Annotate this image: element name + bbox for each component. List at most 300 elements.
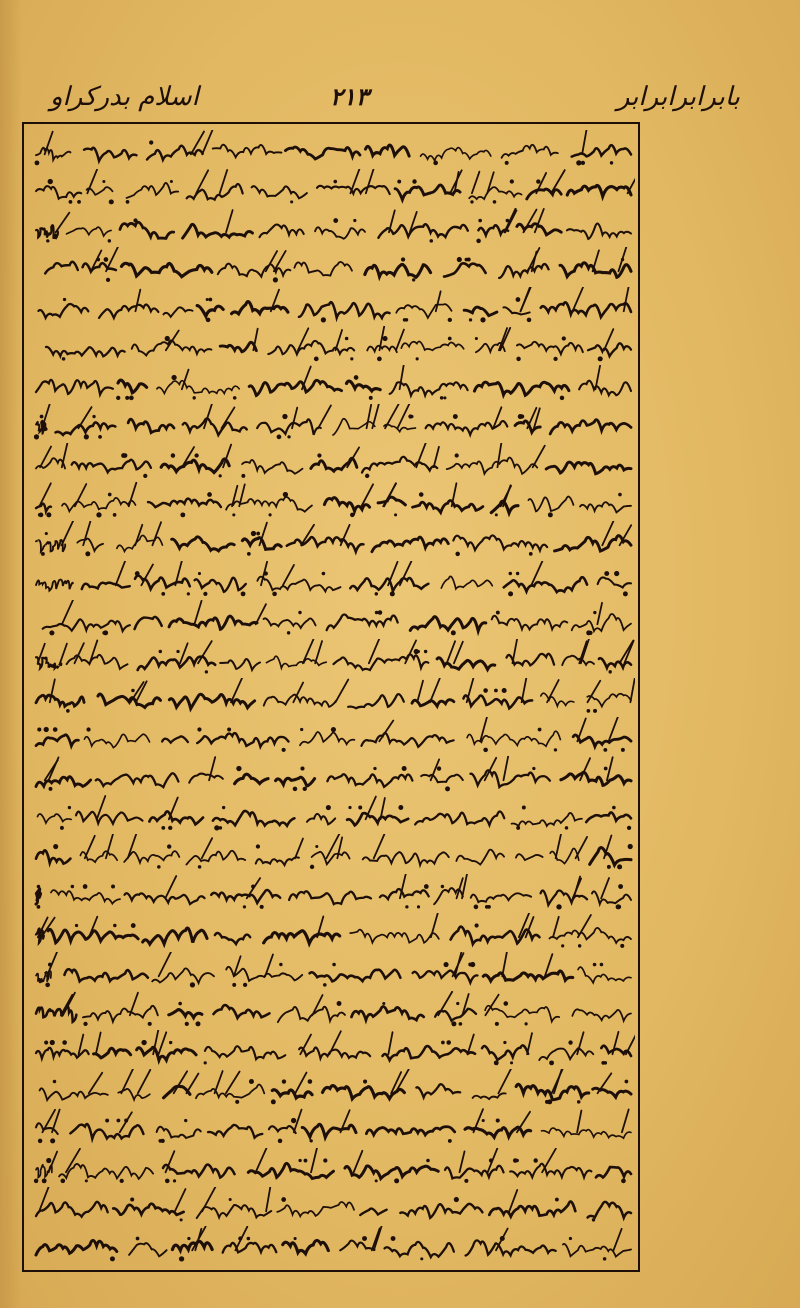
- ink-dot: [170, 180, 173, 183]
- ink-word-stroke: [248, 1163, 333, 1178]
- ink-word-stroke: [277, 1202, 354, 1216]
- ink-dot: [287, 435, 290, 438]
- ink-word-stroke: [213, 145, 282, 158]
- ink-dot: [485, 905, 489, 909]
- ink-dot: [617, 865, 622, 870]
- ink-dot: [354, 375, 359, 380]
- ink-dot: [480, 317, 485, 322]
- ink-dot: [176, 650, 179, 653]
- ink-word-stroke: [588, 1202, 631, 1218]
- ink-dot: [474, 923, 478, 927]
- ink-dot: [206, 298, 209, 301]
- ink-word-stroke: [36, 540, 65, 552]
- ink-dot: [203, 591, 207, 595]
- ink-dot: [455, 552, 459, 556]
- manuscript-line-ink: [30, 874, 635, 913]
- ink-ascender: [165, 876, 176, 898]
- ink-word-stroke: [36, 380, 113, 395]
- ink-word-stroke: [573, 735, 631, 746]
- ink-ascender: [49, 758, 59, 781]
- ink-dot: [45, 982, 50, 987]
- ink-dot: [397, 180, 401, 184]
- ink-word-stroke: [163, 1164, 234, 1177]
- ink-word-stroke: [310, 970, 401, 982]
- ink-word-stroke: [350, 929, 439, 942]
- ink-dot: [260, 904, 264, 908]
- ink-ascender: [553, 917, 559, 937]
- ink-dot: [105, 1119, 109, 1123]
- ink-word-stroke: [186, 851, 245, 865]
- ink-dot: [108, 239, 111, 242]
- ink-ascender: [597, 602, 602, 623]
- ink-dot: [556, 904, 561, 909]
- ink-word-stroke: [578, 967, 631, 983]
- ink-dot: [601, 1061, 605, 1065]
- ink-dot: [496, 1119, 500, 1123]
- ink-dot: [60, 826, 64, 830]
- ink-word-stroke: [36, 1202, 108, 1217]
- ink-dot: [109, 199, 114, 204]
- ink-dot: [197, 727, 201, 731]
- ink-dot: [403, 318, 406, 321]
- ink-word-stroke: [264, 695, 336, 707]
- ink-dot: [48, 962, 52, 966]
- manuscript-line-ink: [30, 1187, 635, 1226]
- ink-word-stroke: [294, 262, 352, 276]
- ink-word-stroke: [256, 858, 299, 866]
- ink-dot: [363, 1080, 367, 1084]
- ink-word-stroke: [94, 1048, 131, 1058]
- ink-ascender: [335, 679, 348, 702]
- ink-dot: [42, 1178, 47, 1183]
- ink-ascender: [295, 839, 303, 859]
- ink-dot: [562, 336, 566, 340]
- manuscript-line-ink: [30, 913, 635, 952]
- ink-word-stroke: [572, 614, 631, 631]
- ink-dot: [625, 1080, 629, 1084]
- ink-ascender: [116, 561, 126, 585]
- manuscript-line: [30, 365, 635, 404]
- ink-word-stroke: [382, 1046, 475, 1060]
- ink-dot: [489, 1158, 493, 1162]
- ink-word-stroke: [485, 1006, 559, 1022]
- ink-dot: [298, 610, 301, 613]
- ink-dot: [516, 297, 521, 302]
- ink-dot: [159, 650, 162, 653]
- ink-word-stroke: [340, 1240, 374, 1250]
- ink-ascender: [226, 210, 233, 232]
- ink-ascender: [582, 130, 587, 154]
- ink-word-stroke: [36, 1006, 76, 1022]
- ink-word-stroke: [478, 226, 508, 236]
- ink-word-stroke: [36, 186, 81, 199]
- manuscript-line-ink: [30, 169, 635, 208]
- ink-dot: [251, 531, 256, 536]
- ink-ascender: [467, 678, 474, 702]
- manuscript-line-ink: [30, 991, 635, 1030]
- ink-dot: [441, 884, 444, 887]
- manuscript-line-ink: [30, 208, 635, 247]
- ink-word-stroke: [396, 304, 451, 318]
- ink-dot: [222, 806, 225, 809]
- ink-dot: [84, 434, 89, 439]
- ink-ascender: [609, 717, 619, 741]
- ink-dot: [143, 474, 147, 478]
- ink-dot: [269, 514, 272, 517]
- ink-dot: [483, 688, 488, 693]
- ink-dot: [77, 200, 81, 204]
- ink-dot: [603, 1257, 606, 1260]
- ink-dot: [45, 532, 48, 535]
- ink-word-stroke: [372, 538, 448, 553]
- ink-dot: [209, 297, 213, 301]
- manuscript-line-ink: [30, 404, 635, 443]
- ink-dot: [233, 396, 237, 400]
- ink-dot: [131, 689, 134, 692]
- ink-word-stroke: [567, 224, 631, 239]
- ink-dot: [475, 337, 478, 340]
- ink-word-stroke: [84, 148, 136, 161]
- header-right-text: بابرابرابرابر: [616, 82, 740, 112]
- ink-word-stroke: [205, 1046, 285, 1059]
- ink-ascender: [577, 1111, 581, 1133]
- ink-dot: [247, 552, 251, 556]
- ink-word-stroke: [517, 224, 561, 235]
- ink-dot: [623, 591, 628, 596]
- ink-dot: [169, 1041, 172, 1044]
- ink-word-stroke: [121, 264, 211, 277]
- ink-ascender: [39, 484, 50, 507]
- ink-dot: [322, 571, 326, 575]
- ink-dot: [281, 1197, 286, 1202]
- ink-dot: [102, 631, 106, 635]
- header-left-text: اسلام بدرکراو: [50, 82, 199, 112]
- ink-dot: [131, 923, 136, 928]
- ink-word-stroke: [43, 619, 130, 631]
- ink-dot: [106, 278, 110, 282]
- manuscript-line: [30, 482, 635, 521]
- ink-dot: [565, 826, 569, 830]
- manuscript-line-ink: [30, 1148, 635, 1187]
- ink-dot: [593, 610, 596, 613]
- ink-word-stroke: [77, 539, 103, 551]
- ink-dot: [291, 1118, 296, 1123]
- ink-dot: [618, 884, 623, 889]
- ink-dot: [453, 414, 458, 419]
- ink-dot: [627, 826, 631, 830]
- ink-ascender: [315, 641, 322, 663]
- ink-word-stroke: [283, 1240, 329, 1253]
- ink-dot: [282, 748, 286, 752]
- ink-word-stroke: [98, 694, 160, 707]
- ink-word-stroke: [421, 775, 463, 783]
- manuscript-line-ink: [30, 678, 635, 717]
- ink-dot: [443, 962, 448, 967]
- ink-word-stroke: [527, 189, 561, 199]
- ink-word-stroke: [378, 224, 467, 238]
- ink-ascender: [613, 1229, 621, 1250]
- ink-dot: [581, 161, 585, 165]
- ink-dot: [243, 905, 246, 908]
- ink-dot: [294, 1237, 297, 1240]
- ink-dot: [148, 1022, 152, 1026]
- ink-word-stroke: [51, 890, 120, 903]
- ink-dot: [34, 1178, 38, 1182]
- ink-dot: [161, 826, 165, 830]
- ink-ascender: [298, 328, 308, 350]
- ink-dot: [85, 1179, 88, 1182]
- ink-ascender: [573, 287, 583, 311]
- manuscript-line-ink: [30, 1030, 635, 1069]
- ink-dot: [467, 258, 471, 262]
- ink-dot: [502, 688, 507, 693]
- ink-ascender: [292, 408, 297, 429]
- ink-dot: [179, 1256, 184, 1261]
- ink-word-stroke: [45, 262, 78, 274]
- ink-word-stroke: [365, 145, 409, 156]
- ink-word-stroke: [528, 497, 573, 512]
- ink-dot: [113, 924, 116, 927]
- ink-ascender: [527, 1033, 532, 1054]
- ink-word-stroke: [226, 967, 302, 981]
- ink-word-stroke: [197, 733, 288, 747]
- ink-dot: [496, 610, 500, 614]
- ink-dot: [44, 1041, 48, 1045]
- ink-word-stroke: [272, 1090, 312, 1098]
- ink-word-stroke: [169, 1010, 202, 1018]
- ink-word-stroke: [482, 1046, 528, 1060]
- ink-dot: [38, 1139, 42, 1143]
- ink-dot: [621, 1178, 626, 1183]
- ink-word-stroke: [59, 1164, 153, 1179]
- ink-dot: [273, 278, 278, 283]
- ink-word-stroke: [148, 499, 221, 508]
- ink-dot: [618, 493, 622, 497]
- ink-word-stroke: [169, 616, 257, 629]
- ink-word-stroke: [549, 928, 631, 943]
- ink-ascender: [498, 1069, 511, 1093]
- manuscript-line: [30, 756, 635, 795]
- ink-dot: [121, 453, 126, 458]
- manuscript-line: [30, 169, 635, 208]
- ink-dot: [165, 1178, 170, 1183]
- ink-dot: [63, 297, 66, 300]
- ink-word-stroke: [118, 380, 147, 393]
- manuscript-line: [30, 717, 635, 756]
- ink-dot: [350, 513, 354, 517]
- ink-dot: [165, 336, 170, 341]
- manuscript-line: [30, 678, 635, 717]
- ink-dot: [315, 845, 318, 848]
- ink-word-stroke: [421, 148, 491, 161]
- manuscript-line-ink: [30, 756, 635, 795]
- ink-ascender: [547, 680, 559, 702]
- ink-ascender: [78, 407, 91, 428]
- ink-word-stroke: [516, 855, 543, 861]
- ink-dot: [621, 258, 624, 261]
- ink-dot: [98, 435, 102, 439]
- ink-dot: [600, 963, 604, 967]
- ink-word-stroke: [37, 814, 71, 823]
- ink-dot: [282, 1080, 286, 1084]
- ink-dot: [158, 1139, 162, 1143]
- ink-word-stroke: [48, 929, 138, 942]
- ink-word-stroke: [124, 852, 179, 864]
- ink-word-stroke: [473, 1094, 506, 1100]
- ink-word-stroke: [83, 1006, 158, 1022]
- ink-word-stroke: [163, 307, 192, 316]
- ink-dot: [167, 845, 171, 849]
- ink-ascender: [135, 289, 140, 311]
- ink-word-stroke: [183, 225, 253, 239]
- ink-dot: [505, 161, 509, 165]
- ink-word-stroke: [474, 382, 568, 395]
- ink-dot: [391, 1236, 396, 1241]
- ink-dot: [304, 1158, 308, 1162]
- ink-word-stroke: [76, 812, 142, 824]
- ink-word-stroke: [129, 1243, 167, 1256]
- ink-word-stroke: [242, 460, 302, 474]
- ink-word-stroke: [351, 1007, 423, 1021]
- ink-dot: [46, 513, 51, 518]
- ink-word-stroke: [412, 501, 482, 513]
- ink-ascender: [593, 251, 599, 272]
- ink-ascender: [295, 1073, 306, 1094]
- ink-ascender: [502, 952, 507, 976]
- ink-dot: [293, 787, 298, 792]
- ink-word-stroke: [157, 380, 239, 393]
- ink-ascender: [96, 1033, 101, 1055]
- ink-word-stroke: [539, 1049, 593, 1061]
- ink-ascender: [336, 330, 343, 350]
- ink-dot: [116, 396, 120, 400]
- ink-dot: [219, 826, 223, 830]
- ink-dot: [171, 375, 176, 380]
- manuscript-line-ink: [30, 639, 635, 678]
- manuscript-line-ink: [30, 952, 635, 991]
- manuscript-text-block: [30, 130, 635, 1265]
- ink-dot: [46, 1157, 51, 1162]
- ink-dot: [282, 414, 287, 419]
- ink-dot: [561, 944, 564, 947]
- ink-ascender: [152, 523, 161, 546]
- ink-ascender: [62, 443, 68, 467]
- ink-word-stroke: [235, 774, 268, 783]
- ink-dot: [469, 318, 472, 321]
- ink-dot: [441, 1041, 445, 1045]
- ink-ascender: [302, 366, 311, 389]
- ink-ascender: [612, 1032, 618, 1054]
- manuscript-line-ink: [30, 443, 635, 482]
- manuscript-line: [30, 913, 635, 952]
- ink-ascender: [62, 521, 74, 545]
- ink-word-stroke: [541, 890, 587, 904]
- ink-dot: [229, 1198, 232, 1201]
- ink-dot: [587, 709, 591, 713]
- ink-ascender: [601, 878, 609, 898]
- ink-word-stroke: [444, 264, 485, 277]
- ink-dot: [522, 806, 526, 810]
- ink-dot: [135, 571, 140, 576]
- ink-dot: [278, 1139, 283, 1144]
- ink-word-stroke: [120, 223, 174, 239]
- ink-dot: [586, 630, 591, 635]
- ink-dot: [362, 1236, 367, 1241]
- ink-dot: [126, 200, 130, 204]
- frame-rule-top: [22, 122, 640, 124]
- ink-word-stroke: [36, 1240, 117, 1255]
- ink-ascender: [630, 678, 635, 702]
- ink-word-stroke: [143, 928, 207, 944]
- ink-ascender: [56, 213, 70, 233]
- ink-word-stroke: [572, 145, 631, 156]
- ink-ascender: [556, 835, 561, 859]
- manuscript-line-ink: [30, 834, 635, 873]
- ink-dot: [614, 570, 619, 575]
- ink-dot: [527, 317, 532, 322]
- ink-dot: [308, 1080, 313, 1085]
- ink-dot: [279, 963, 282, 966]
- ink-dot: [412, 179, 416, 183]
- ink-dot: [271, 1100, 276, 1105]
- ink-word-stroke: [36, 851, 70, 864]
- page-gutter-shadow: [0, 0, 22, 1308]
- ink-word-stroke: [36, 735, 78, 746]
- ink-ascender: [226, 1072, 240, 1094]
- ink-dot: [516, 356, 520, 360]
- ink-dot: [287, 631, 290, 634]
- ink-ascender: [485, 995, 498, 1016]
- ink-ascender: [503, 757, 508, 781]
- ink-dot: [48, 179, 53, 184]
- ink-ascender: [604, 329, 613, 350]
- ink-dot: [326, 805, 331, 810]
- ink-dot: [494, 689, 498, 693]
- ink-word-stroke: [390, 382, 468, 395]
- ink-dot: [125, 396, 129, 400]
- ink-dot: [187, 592, 190, 595]
- ink-dot: [508, 591, 513, 596]
- ink-word-stroke: [415, 812, 504, 826]
- ink-dot: [206, 317, 211, 322]
- ink-ascender: [202, 839, 212, 859]
- ink-ascender: [318, 405, 331, 428]
- ink-dot: [375, 1179, 378, 1182]
- ink-dot: [424, 650, 427, 653]
- ink-word-stroke: [36, 1048, 89, 1059]
- ink-word-stroke: [137, 1047, 196, 1060]
- ink-dot: [321, 317, 326, 322]
- ink-dot: [420, 1257, 423, 1260]
- ink-dot: [53, 1080, 57, 1084]
- ink-word-stroke: [220, 659, 260, 670]
- ink-dot: [102, 180, 105, 183]
- ink-ascender: [265, 954, 273, 976]
- ink-dot: [241, 474, 245, 478]
- ink-word-stroke: [555, 536, 631, 551]
- ink-dot: [300, 767, 304, 771]
- ink-word-stroke: [82, 582, 130, 588]
- ink-dot: [448, 336, 452, 340]
- ink-dot: [493, 200, 497, 204]
- ink-word-stroke: [96, 773, 179, 787]
- ink-dot: [161, 592, 165, 596]
- ink-dot: [554, 748, 557, 751]
- manuscript-line-ink: [30, 717, 635, 756]
- ink-dot: [173, 1179, 176, 1182]
- ink-dot: [66, 709, 70, 713]
- ink-word-stroke: [36, 695, 84, 706]
